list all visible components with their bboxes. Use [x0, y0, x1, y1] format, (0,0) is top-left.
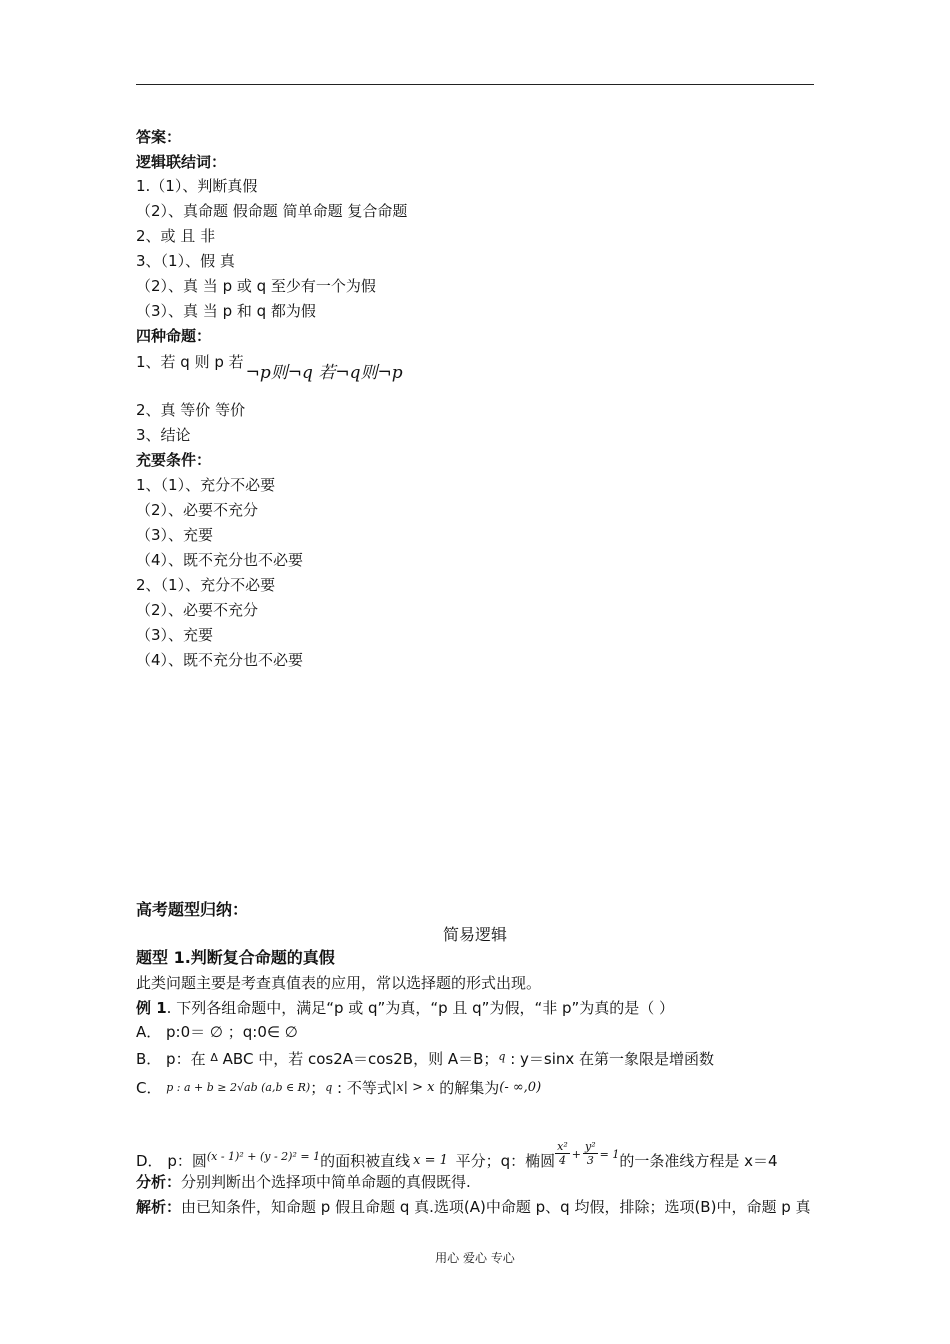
option-d-text-2: 的面积被直线 — [320, 1152, 411, 1170]
option-c-text-2: 的解集为 — [434, 1079, 500, 1097]
option-d — [136, 1140, 778, 1175]
conditions-line-8: （4）、既不充分也不必要 — [136, 651, 304, 669]
option-c-p-formula: p : a + b ≥ 2√ab (a,b ∈ R) — [166, 1081, 311, 1094]
logic-words-heading: 逻辑联结词： — [136, 153, 227, 171]
option-b-text-1: B． p：在 — [136, 1050, 211, 1068]
option-c-sep: ； — [310, 1079, 326, 1097]
solution — [136, 1197, 811, 1217]
option-c-solution-set: (- ∞,0) — [499, 1080, 542, 1095]
exam-heading: 高考题型归纳： — [136, 900, 249, 919]
ellipse-frac-y — [583, 1140, 598, 1167]
line-equation: x = 1 — [413, 1153, 448, 1168]
ellipse-plus: + — [571, 1148, 582, 1161]
option-b — [136, 1047, 714, 1069]
ellipse-frac-x-num: x² — [557, 1140, 568, 1153]
ellipse-equation — [555, 1140, 619, 1167]
conditions-line-3: （3）、充要 — [136, 526, 214, 544]
option-b-q: q — [498, 1050, 506, 1063]
option-c — [136, 1078, 541, 1098]
option-c-label: C． — [136, 1079, 167, 1097]
ellipse-frac-x-den: 4 — [558, 1154, 566, 1167]
conditions-line-4: （4）、既不充分也不必要 — [136, 551, 304, 569]
option-d-text-3: 平分；q：椭圆 — [450, 1152, 556, 1170]
logic-line-3: 2、或 且 非 — [136, 227, 216, 245]
logic-line-5: （2）、真 当 p 或 q 至少有一个为假 — [136, 277, 376, 295]
conditions-line-7: （3）、充要 — [136, 626, 214, 644]
exam-subtitle: 简易逻辑 — [442, 925, 507, 944]
triangle-symbol: Δ — [210, 1051, 218, 1064]
conditions-line-6: （2）、必要不充分 — [136, 601, 259, 619]
example-text: . 下列各组命题中，满足“p 或 q”为真，“p 且 q”为假，“非 p”为真的是（ ） — [166, 999, 675, 1017]
four-props-line-3: 3、结论 — [136, 426, 191, 444]
analysis — [136, 1172, 471, 1192]
ellipse-frac-y-num: y² — [585, 1140, 596, 1153]
example-1 — [136, 998, 674, 1018]
page-footer: 用心 爱心 专心 — [435, 1251, 515, 1265]
four-props-heading: 四种命题： — [136, 327, 212, 345]
example-label: 例 1 — [136, 999, 167, 1017]
option-c-inequality: |x| > x — [391, 1080, 435, 1095]
solution-text: 由已知条件，知命题 p 假且命题 q 真.选项(A)中命题 p、q 均假，排除；选项(B)中，命题 p 真 — [181, 1198, 811, 1216]
conditions-line-2: （2）、必要不充分 — [136, 501, 259, 519]
solution-label: 解析： — [136, 1198, 182, 1216]
analysis-text: 分别判断出个选择项中简单命题的真假既得. — [181, 1173, 471, 1191]
conditions-line-1: 1、（1）、充分不必要 — [136, 476, 276, 494]
option-b-text-3: : y＝sinx 在第一象限是增函数 — [505, 1050, 715, 1068]
analysis-label: 分析： — [136, 1173, 182, 1191]
option-d-text-1: D． p：圆 — [136, 1152, 207, 1170]
conditions-heading: 充要条件： — [136, 451, 212, 469]
logic-line-4: 3、（1）、假 真 — [136, 252, 235, 270]
type1-heading: 题型 1.判断复合命题的真假 — [136, 948, 335, 967]
four-props-math: ¬p则¬q 若¬q则¬p — [245, 363, 403, 383]
circle-equation: (x - 1)² + (y - 2)² = 1 — [206, 1150, 321, 1163]
option-c-text: : 不等式 — [332, 1079, 392, 1097]
conditions-line-5: 2、（1）、充分不必要 — [136, 576, 276, 594]
answers-heading: 答案： — [136, 128, 182, 146]
four-props-line-2: 2、真 等价 等价 — [136, 401, 246, 419]
four-props-line-1-text: 1、若 q 则 p 若 — [136, 353, 244, 371]
option-c-q: q — [325, 1081, 333, 1094]
type1-intro: 此类问题主要是考查真值表的应用，常以选择题的形式出现。 — [136, 974, 542, 992]
logic-line-6: （3）、真 当 p 和 q 都为假 — [136, 302, 316, 320]
option-d-text-4: 的一条准线方程是 x＝4 — [619, 1152, 778, 1170]
option-a: A． p:0＝ ∅ ；q:0∈ ∅ — [136, 1023, 298, 1041]
ellipse-frac-y-den: 3 — [586, 1154, 594, 1167]
logic-line-2: （2）、真命题 假命题 简单命题 复合命题 — [136, 202, 408, 220]
ellipse-eq: = 1 — [599, 1148, 620, 1161]
four-props-line-1 — [136, 352, 403, 383]
logic-line-1: 1.（1）、判断真假 — [136, 177, 258, 195]
ellipse-frac-x — [555, 1140, 570, 1167]
option-b-text-2: ABC 中，若 cos2A＝cos2B，则 A＝B； — [217, 1050, 499, 1068]
header-rule — [136, 84, 814, 85]
